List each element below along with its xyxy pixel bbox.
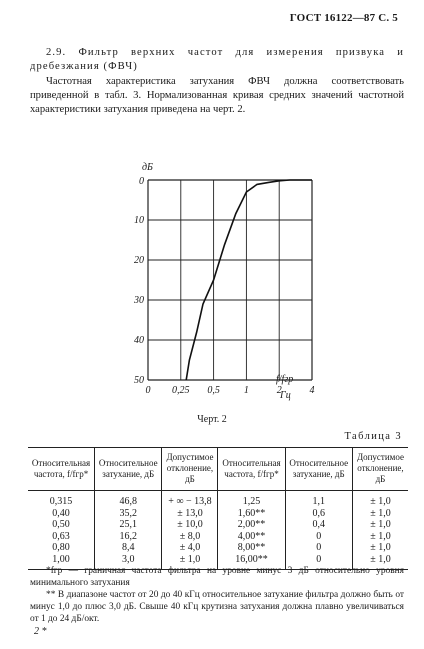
- x-tick-label: 1: [243, 385, 249, 396]
- table-cell: 0,6: [285, 508, 352, 520]
- table-cell: 0: [285, 542, 352, 554]
- table-cell: + ∞ − 13,8: [162, 491, 218, 508]
- table-cell: 2,00**: [218, 519, 285, 531]
- col-header: Допустимое отклонение, дБ: [352, 448, 408, 491]
- x-tick-label: 2: [276, 385, 282, 396]
- table-cell: ± 10,0: [162, 519, 218, 531]
- table-cell: ± 1,0: [352, 554, 408, 570]
- x-tick-label: 4: [309, 385, 315, 396]
- table-cell: 0: [285, 554, 352, 570]
- table-cell: 16,00**: [218, 554, 285, 570]
- chart-grid: [148, 180, 312, 380]
- attenuation-chart: [110, 152, 320, 412]
- table-row: [28, 508, 408, 520]
- y-tick-label: 10: [134, 215, 144, 226]
- table-cell: 0,40: [52, 507, 70, 519]
- col-header: Относительное затухание, дБ: [95, 448, 162, 491]
- table-row: [28, 542, 408, 554]
- table-cell: ± 1,0: [352, 531, 408, 543]
- table-cell: 25,1: [95, 519, 162, 531]
- x-tick-label: 0,5: [207, 385, 220, 396]
- table-cell: 0,4: [285, 519, 352, 531]
- table-header-row: [28, 448, 408, 491]
- section-title: 2.9. Фильтр верхних частот для измерения призвука и дребезжания (ФВЧ): [30, 47, 404, 72]
- table-cell: ± 1,0: [352, 519, 408, 531]
- table-cell: 8,00**: [218, 542, 285, 554]
- y-tick-label: 50: [134, 375, 144, 386]
- table-cell: 16,2: [95, 531, 162, 543]
- table-cell: 4,00**: [218, 531, 285, 543]
- footnote-1: *fгр — граничная частота фильтра на уровне минус 3 дБ относительно уровня минимального затухания: [30, 566, 404, 588]
- x-axis-label-bottom: Гц: [280, 390, 291, 401]
- table-row: [28, 519, 408, 531]
- y-tick-labels: [133, 176, 144, 386]
- table-row: [28, 531, 408, 543]
- table-label: Таблица 3: [344, 431, 402, 442]
- table-cell: 1,00: [28, 554, 95, 570]
- col-header: Относительная частота, f/fгр*: [218, 448, 285, 491]
- y-tick-label: 40: [134, 335, 144, 346]
- table-cell: ± 1,0: [352, 508, 408, 520]
- attenuation-curve: [186, 180, 312, 380]
- table-cell: ± 4,0: [162, 542, 218, 554]
- x-axis-label-top: f/fгр: [276, 374, 294, 385]
- table-cell: 46,8: [95, 491, 162, 508]
- table-cell: ± 1,0: [352, 542, 408, 554]
- table-cell: 0,50: [52, 519, 70, 530]
- data-table: [28, 447, 408, 570]
- table-body: [28, 491, 408, 570]
- x-tick-label: 0,25: [172, 385, 190, 396]
- page-header: ГОСТ 16122—87 С. 5: [289, 12, 398, 24]
- figure-caption: Черт. 2: [197, 414, 227, 425]
- y-axis-label: дБ: [142, 162, 153, 173]
- y-tick-label: 20: [134, 255, 144, 266]
- table-cell: 0: [285, 531, 352, 543]
- table-cell: ± 1,0: [162, 554, 218, 570]
- y-tick-label: 30: [134, 295, 144, 306]
- table-cell: 1,25: [218, 491, 285, 508]
- section-body: Частотная характеристика затухания ФВЧ должна соответствовать приведенной в табл. 3. Нормализованная кривая средних значений частотной характеристики затухания приведена на черт. 2.: [30, 76, 404, 115]
- table-cell: ± 13,0: [162, 508, 218, 520]
- x-tick-label: 0: [145, 385, 151, 396]
- table-cell: 1,60**: [218, 508, 285, 520]
- col-header: Относительная частота, f/fгр*: [28, 448, 95, 491]
- col-header: Допустимое отклонение, дБ: [162, 448, 218, 491]
- table-cell: 1,1: [285, 491, 352, 508]
- table-cell: ± 8,0: [162, 531, 218, 543]
- footnote-2: ** В диапазоне частот от 20 до 40 кГц относительное затухание фильтра должно быть от минус 1,0 до плюс 3,0 дБ. Свыше 40 кГц крутизна затухания должна плавно увеличиваться от 1 до 24 дБ/окт.: [30, 590, 404, 624]
- table-cell: 8,4: [95, 542, 162, 554]
- table-row: [28, 491, 408, 508]
- table-cell: 0,80: [52, 542, 70, 553]
- col-header: Относительное затухание, дБ: [285, 448, 352, 491]
- table-cell: 0,315: [49, 496, 73, 507]
- table-cell: 0,63: [52, 530, 70, 542]
- table-cell: 3,0: [95, 554, 162, 570]
- table-cell: 35,2: [95, 508, 162, 520]
- table-cell: ± 1,0: [352, 491, 408, 508]
- y-tick-label: 0: [139, 176, 144, 187]
- page-mark: 2 *: [34, 626, 47, 637]
